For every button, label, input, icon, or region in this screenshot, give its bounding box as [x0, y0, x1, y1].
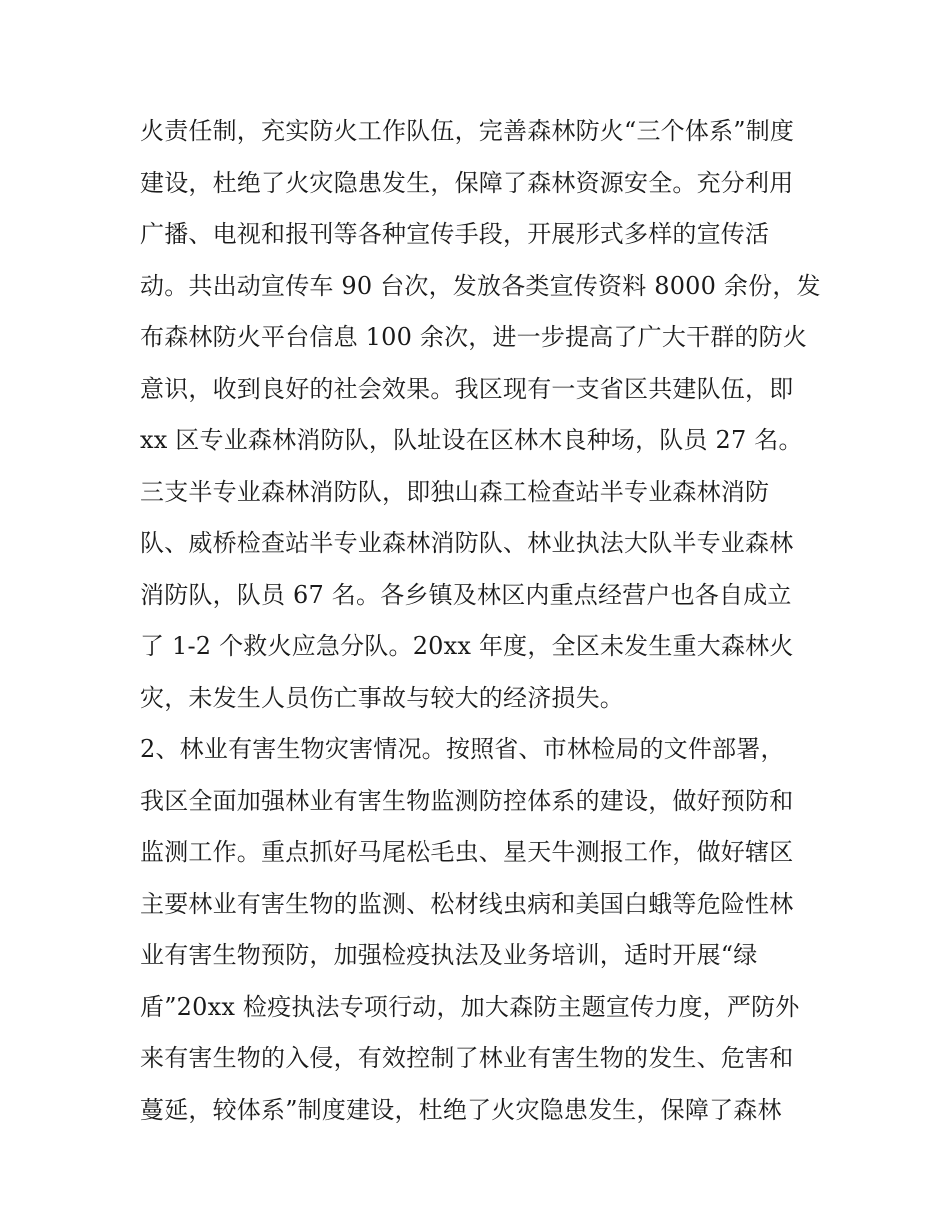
text-line: 监测工作。重点抓好马尾松毛虫、星天牛测报工作，做好辖区: [140, 838, 794, 866]
text-line: xx 区专业森林消防队，队址设在区林木良种场，队员 27 名。: [140, 426, 803, 454]
text-line: 盾”20xx 检疫执法专项行动，加大森防主题宣传力度，严防外: [140, 992, 800, 1021]
text-line: 了 1-2 个救火应急分队。20xx 年度，全区未发生重大森林火: [140, 632, 794, 660]
text-line: 广播、电视和报刊等各种宣传手段，开展形式多样的宣传活: [140, 220, 770, 248]
text-line: 意识，收到良好的社会效果。我区现有一支省区共建队伍，即: [140, 374, 794, 403]
text-line: 我区全面加强林业有害生物监测防控体系的建设，做好预防和: [140, 786, 794, 815]
text-line: 动。共出动宣传车 90 台次，发放各类宣传资料 8000 余份，发: [140, 271, 821, 300]
text-line: 来有害生物的入侵，有效控制了林业有害生物的发生、危害和: [140, 1044, 794, 1072]
text-line: 建设，杜绝了火灾隐患发生，保障了森林资源安全。充分利用: [140, 168, 794, 197]
text-line: 布森林防火平台信息 100 余次，进一步提高了广大干群的防火: [140, 323, 808, 351]
text-line: 消防队，队员 67 名。各乡镇及林区内重点经营户也各自成立: [140, 580, 792, 609]
text-line: 火责任制，充实防火工作队伍，完善森林防火“三个体系”制度: [140, 117, 795, 145]
text-line: 主要林业有害生物的监测、松材线虫病和美国白蛾等危险性林: [140, 889, 794, 918]
text-line: 业有害生物预防，加强检疫执法及业务培训，适时开展“绿: [140, 941, 758, 969]
text-line: 灾，未发生人员伤亡事故与较大的经济损失。: [140, 683, 624, 712]
text-line: 2、林业有害生物灾害情况。按照省、市林检局的文件部署，: [140, 735, 785, 763]
text-line: 蔓延，较体系”制度建设，杜绝了火灾隐患发生，保障了森林: [140, 1095, 782, 1124]
body-text: [140, 106, 840, 1136]
text-line: 队、威桥检查站半专业森林消防队、林业执法大队半专业森林: [140, 529, 794, 557]
text-line: 三支半专业森林消防队，即独山森工检查站半专业森林消防: [140, 477, 770, 506]
